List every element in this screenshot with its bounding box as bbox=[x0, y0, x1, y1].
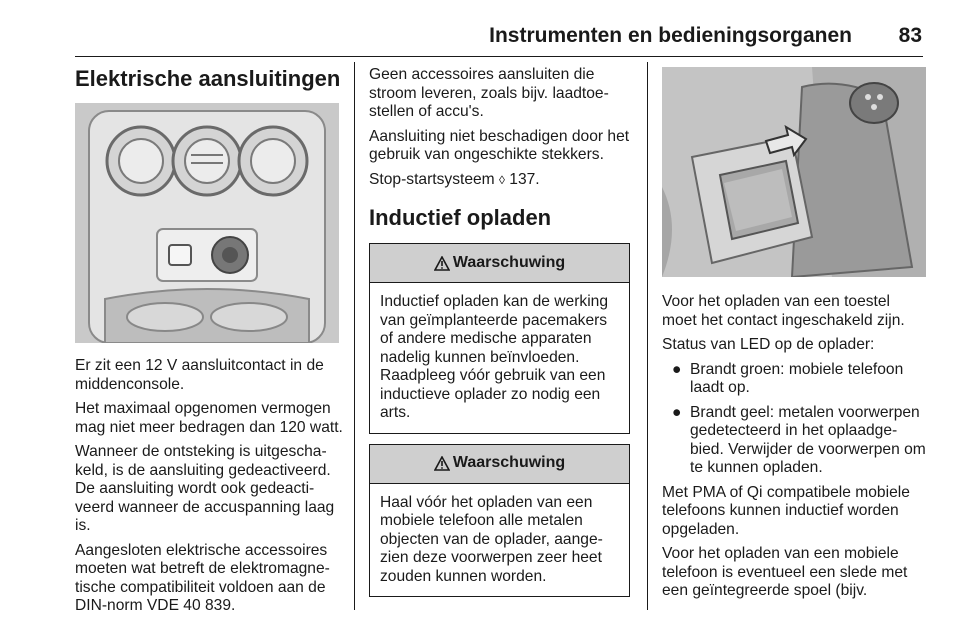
section-title-electrical: Elektrische aansluitingen bbox=[75, 66, 341, 91]
list-item-text: Brandt groen: mobiele telefoon laadt op. bbox=[690, 360, 904, 396]
paragraph: Aansluiting niet beschadigen door het gebruik van ongeschikte stekkers. bbox=[369, 127, 630, 163]
paragraph: Er zit een 12 V aansluitcontact in de middenconsole. bbox=[75, 357, 324, 393]
warning-body: Inductief opladen kan de werking van geïmplanteerde pacemakers of andere medische apparaten nadelig kunnen beïnvloeden. Raadpleeg vóór gebruik van een inductieve oplader zo nodig een arts. bbox=[380, 293, 608, 421]
page-number: 83 bbox=[898, 24, 922, 47]
warning-body: Haal vóór het opladen van een mobiele telefoon alle metalen objecten van de oplader, aange-zien deze voorwerpen zeer heet zouden kunnen worden. bbox=[380, 493, 603, 585]
column-1 bbox=[75, 60, 345, 622]
figure-inductive-charger bbox=[662, 67, 926, 277]
power-outlet-illustration bbox=[75, 103, 339, 343]
paragraph: Wanneer de ontsteking is uitgescha-keld, is de aansluiting gedeactiveerd. De aansluiting wordt ook gedeacti-veerd wanneer de accuspanning laag is. bbox=[75, 443, 335, 534]
figure-power-outlet bbox=[75, 103, 339, 343]
paragraph: Voor het opladen van een mobiele telefoon is eventueel een slede met een geïntegreerde spoel (bijv. bbox=[662, 545, 908, 599]
cross-reference bbox=[369, 171, 633, 190]
paragraph: Het maximaal opgenomen vermogen mag niet meer bedragen dan 120 watt. bbox=[75, 400, 343, 436]
paragraph: Aangesloten elektrische accessoires moeten wat betreft de elektromagne-tische compatibiliteit voldoen aan de DIN-norm VDE 40 839. bbox=[75, 541, 330, 614]
inductive-charger-illustration bbox=[662, 67, 926, 277]
list-item-text: Brandt geel: metalen voorwerpen gedetecteerd in het oplaadge-bied. Verwijder de voorwerpen om te kunnen opladen. bbox=[690, 403, 926, 476]
list-item bbox=[662, 404, 928, 478]
warning-title: Waarschuwing bbox=[452, 454, 566, 472]
bullet-icon: ● bbox=[672, 403, 682, 421]
column-divider bbox=[647, 62, 648, 610]
warning-triangle-icon bbox=[434, 456, 450, 471]
paragraph: Status van LED op de oplader: bbox=[662, 336, 875, 353]
header-rule bbox=[75, 56, 923, 57]
cross-reference-text: Stop-startsysteem bbox=[369, 170, 495, 188]
paragraph: Met PMA of Qi compatibele mobiele telefoons kunnen inductief worden opgeladen. bbox=[662, 483, 910, 538]
bullet-icon: ● bbox=[672, 360, 682, 378]
warning-header bbox=[370, 445, 629, 484]
warning-box bbox=[369, 444, 630, 598]
section-title-inductive: Inductief opladen bbox=[369, 205, 552, 230]
column-2 bbox=[369, 66, 633, 597]
warning-box bbox=[369, 243, 630, 434]
paragraph: Geen accessoires aansluiten die stroom leveren, zoals bijv. laadtoe-stellen of accu's. bbox=[369, 66, 609, 120]
column-3 bbox=[662, 67, 928, 607]
reference-arrow-icon: ◊ bbox=[499, 172, 505, 187]
running-title: Instrumenten en bedieningsorganen bbox=[489, 24, 852, 47]
warning-triangle-icon bbox=[434, 256, 450, 271]
page-header bbox=[0, 0, 960, 60]
paragraph: Voor het opladen van een toestel moet het contact ingeschakeld zijn. bbox=[662, 293, 905, 329]
list-item bbox=[662, 361, 928, 398]
warning-title: Waarschuwing bbox=[452, 253, 566, 271]
cross-reference-page: 137. bbox=[509, 170, 540, 188]
column-divider bbox=[354, 62, 355, 610]
warning-header bbox=[370, 244, 629, 283]
